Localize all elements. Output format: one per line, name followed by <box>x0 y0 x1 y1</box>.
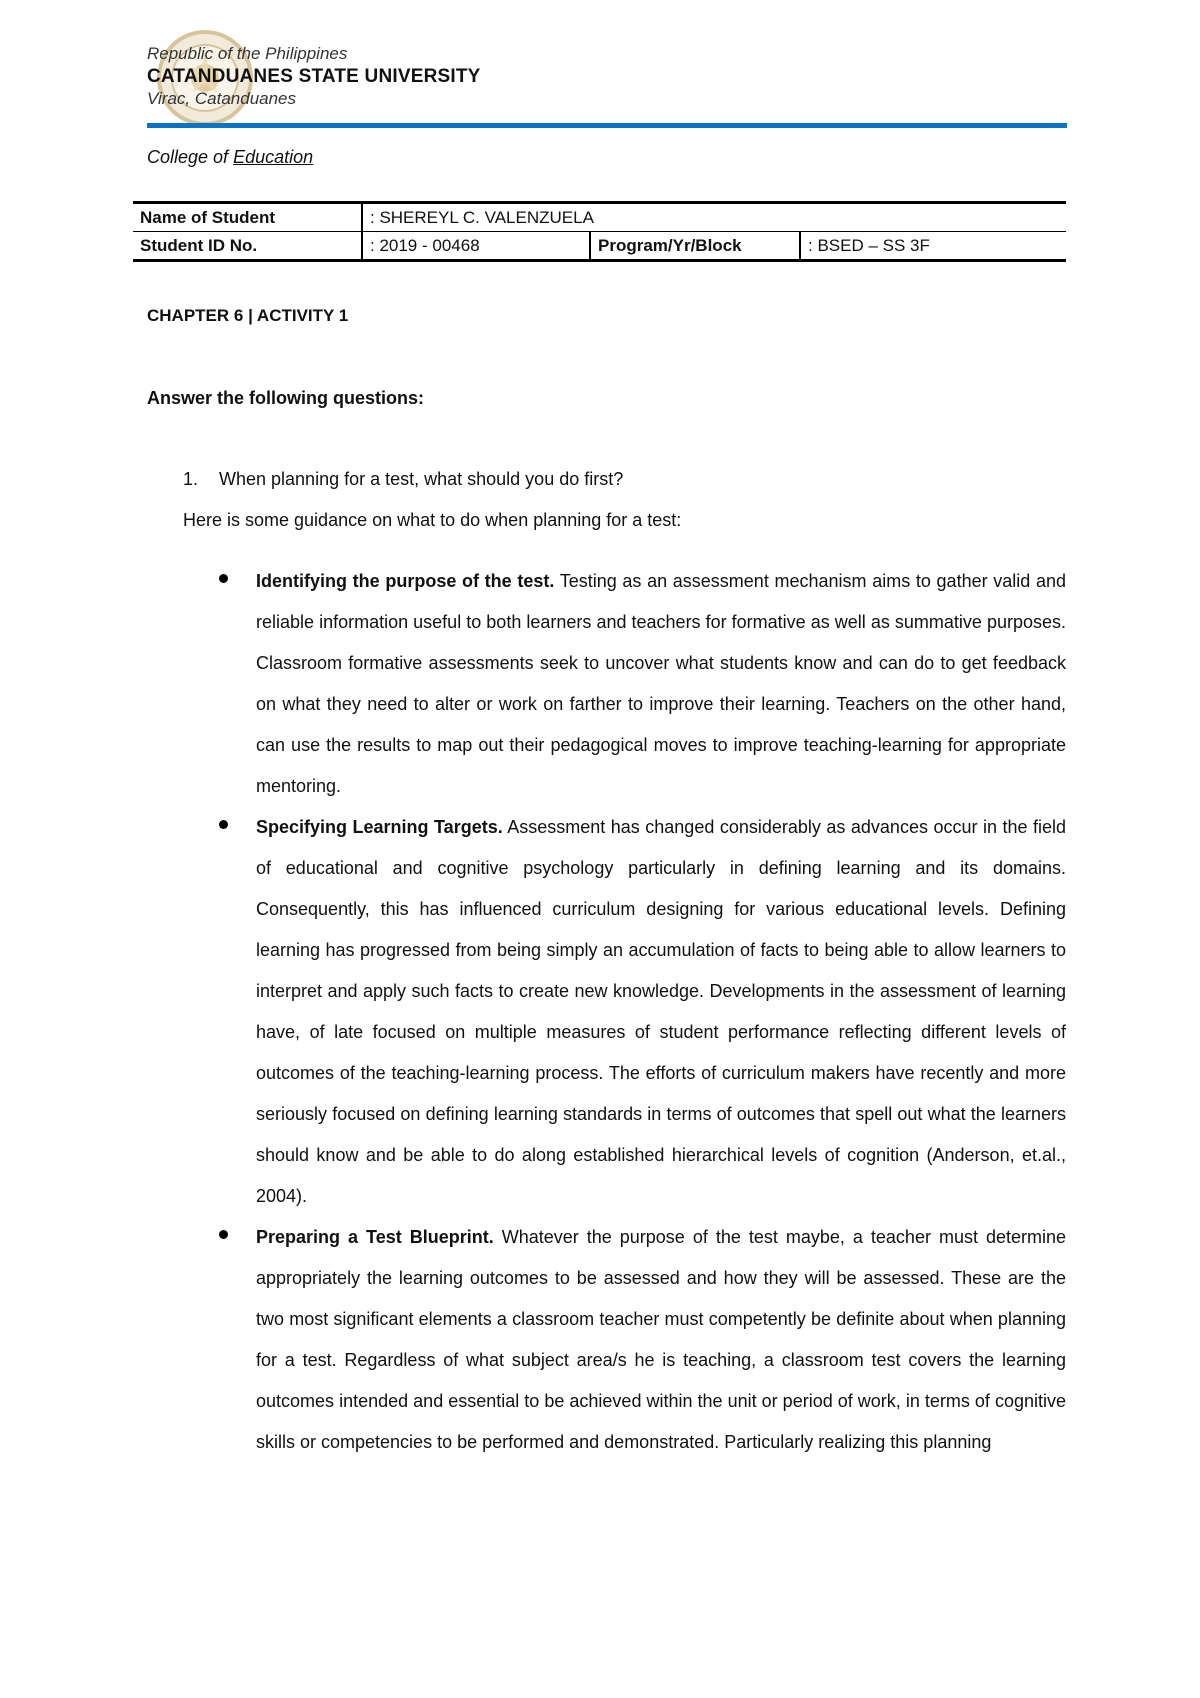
id-label: Student ID No. <box>133 232 362 261</box>
name-value: : SHEREYL C. VALENZUELA <box>362 203 1066 232</box>
student-info-table <box>133 201 1066 262</box>
bullet-icon <box>219 1230 228 1239</box>
bullet-text: Whatever the purpose of the test maybe, a teacher must determine appropriately the learning outcomes to be assessed and how they will be assessed. These are the two most significant elements a classroom teacher must competently be definite about when planning for a test. Regardless of what subject area/s he is teaching, a classroom test covers the learning outcomes intended and essential to be achieved within the unit or period of work, in terms of cognitive skills or competencies to be performed and demonstrated. Particularly realizing this planning <box>256 1227 1066 1452</box>
name-label: Name of Student <box>133 203 362 232</box>
list-item <box>256 561 1066 807</box>
guidance-intro: Here is some guidance on what to do when planning for a test: <box>183 510 682 530</box>
college-line <box>147 147 313 168</box>
bullet-icon <box>219 574 228 583</box>
table-row <box>133 203 1066 232</box>
header-location: Virac, Catanduanes <box>147 89 297 108</box>
bullet-text: Assessment has changed considerably as advances occur in the field of educational and cognitive psychology particularly in defining learning and its domains. Consequently, this has influenced curriculum designing for various educational levels. Defining learning has progressed from being simply an accumulation of facts to being able to allow learners to interpret and apply such facts to create new knowledge. Developments in the assessment of learning have, of late focused on multiple measures of student performance reflecting different levels of outcomes of the teaching-learning process. The efforts of curriculum makers have recently and more seriously focused on defining learning standards in terms of outcomes that spell out what the learners should know and be able to do along established hierarchical levels of cognition (Anderson, et.al., 2004). <box>256 817 1067 1206</box>
bullet-icon <box>219 820 228 829</box>
program-value: : BSED – SS 3F <box>800 232 1066 261</box>
bullet-list <box>256 561 1066 1463</box>
question-number: 1. <box>183 469 199 489</box>
bullet-title: Identifying the purpose of the test. <box>256 571 555 591</box>
table-row <box>133 232 1066 261</box>
college-prefix: College of <box>147 147 234 167</box>
header-divider <box>147 123 1067 128</box>
instruction-heading: Answer the following questions: <box>147 388 425 408</box>
list-item <box>256 807 1066 1217</box>
question-text: When planning for a test, what should you do first? <box>219 469 624 489</box>
college-name: Education <box>233 147 314 167</box>
bullet-title: Preparing a Test Blueprint. <box>256 1227 494 1247</box>
header-republic: Republic of the Philippines <box>147 44 348 63</box>
question-1 <box>183 469 623 490</box>
chapter-title: CHAPTER 6 | ACTIVITY 1 <box>147 306 349 325</box>
id-value: : 2019 - 00468 <box>362 232 590 261</box>
bullet-text: Testing as an assessment mechanism aims to gather valid and reliable information useful to both learners and teachers for formative as well as summative purposes. Classroom formative assessments seek to uncover what students know and can do to get feedback on what they need to alter or work on farther to improve their learning. Teachers on the other hand, can use the results to map out their pedagogical moves to improve teaching-learning for appropriate mentoring. <box>256 571 1066 796</box>
header-university: CATANDUANES STATE UNIVERSITY <box>147 66 481 87</box>
list-item <box>256 1217 1066 1463</box>
program-label: Program/Yr/Block <box>590 232 800 261</box>
bullet-title: Specifying Learning Targets. <box>256 817 503 837</box>
